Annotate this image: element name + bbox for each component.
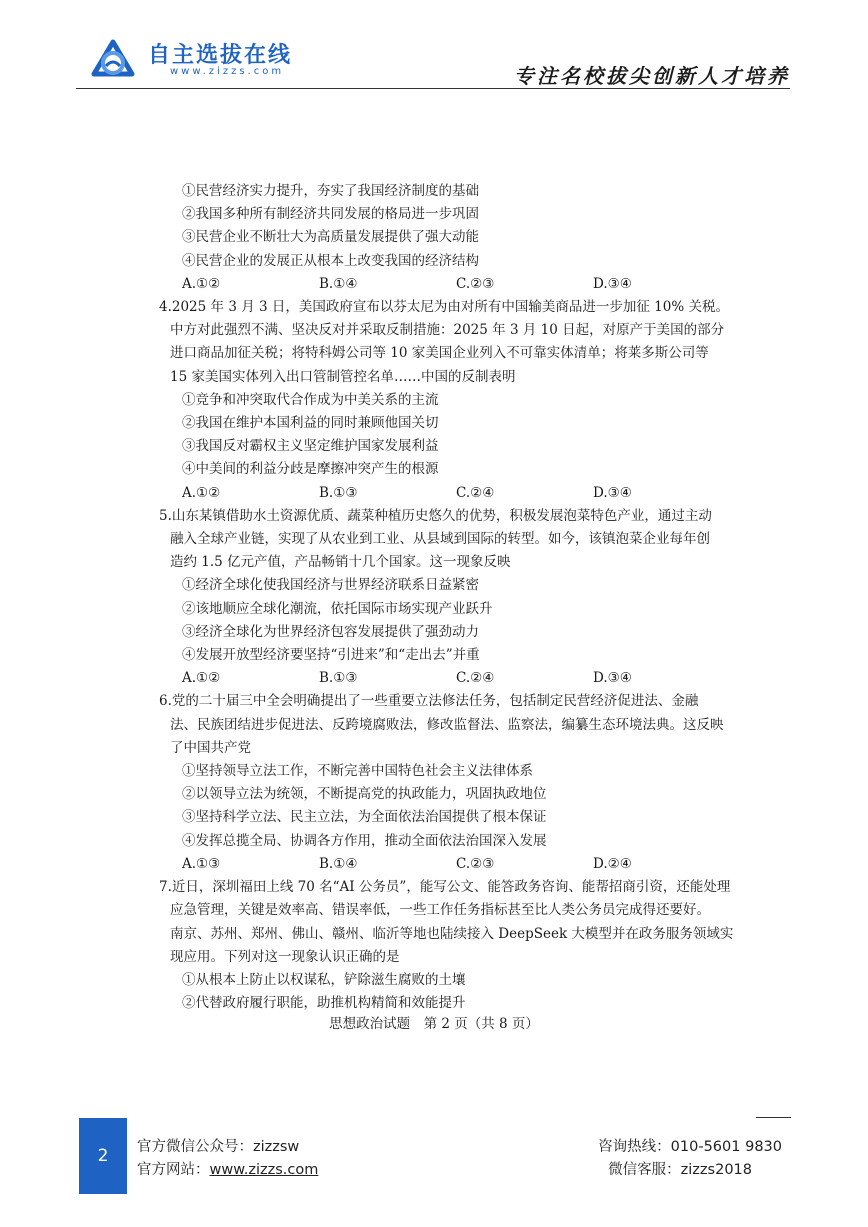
question-stem-line: 南京、苏州、郑州、佛山、赣州、临沂等地也陆续接入 DeepSeek 大模型并在政务服务领域实 (170, 925, 734, 942)
choice-a: A.①③ (182, 855, 221, 872)
option-line: ③民营企业不断壮大为高质量发展提供了强大动能 (182, 229, 479, 246)
question-stem-line: 造约 1.5 亿元产值，产品畅销十几个国家。这一现象反映 (170, 554, 511, 571)
option-line: ①经济全球化使我国经济与世界经济联系日益紧密 (182, 577, 479, 594)
question-stem-line: 融入全球产业链，实现了从农业到工业、从县域到国际的转型。如今，该镇泡菜企业每年创 (170, 531, 710, 548)
option-line: ①民营经济实力提升，夯实了我国经济制度的基础 (182, 183, 479, 199)
bottom-divider (756, 1117, 791, 1118)
option-line: ②以领导立法为统领，不断提高党的执政能力，巩固执政地位 (182, 786, 547, 803)
question-6 (159, 690, 730, 876)
website-link[interactable]: www.zizzs.com (209, 1162, 319, 1178)
option-line: ④中美间的利益分歧是摩擦冲突产生的根源 (182, 461, 439, 478)
option-line: ②我国在维护本国利益的同时兼顾他国关切 (182, 415, 439, 432)
option-line: ①坚持领导立法工作，不断完善中国特色社会主义法律体系 (182, 763, 533, 780)
choice-c: C.②④ (456, 670, 495, 687)
question-4 (159, 296, 730, 505)
answer-choices (170, 853, 730, 876)
option-line: ②我国多种所有制经济共同发展的格局进一步巩固 (182, 206, 479, 223)
option-line: ③经济全球化为世界经济包容发展提供了强劲动力 (182, 623, 479, 640)
choice-c: C.②③ (456, 275, 495, 292)
choice-b: B.①④ (319, 275, 358, 292)
question-stem-line: 4.2025 年 3 月 3 日，美国政府宣布以芬太尼为由对所有中国输美商品进一步加征 10% 关税。 (159, 299, 729, 316)
choice-c: C.②④ (456, 484, 495, 501)
choice-d: D.③④ (593, 670, 632, 687)
option-line: ②该地顺应全球化潮流，依托国际市场实现产业跃升 (182, 600, 493, 617)
choice-b: B.①③ (319, 484, 358, 501)
question-stem-line: 15 家美国实体列入出口管制管控名单……中国的反制表明 (170, 368, 516, 385)
website-line (137, 1158, 318, 1179)
question-stem-line: 进口商品加征关税；将特科姆公司等 10 家美国企业列入不可靠实体清单；将莱多斯公司等 (170, 345, 709, 362)
wechat-account: 官方微信公众号：zizzsw (137, 1139, 300, 1155)
brand-name: 自主选拔在线 (148, 43, 293, 68)
question-3-continued (170, 180, 730, 296)
answer-choices (170, 667, 730, 690)
option-line: ④发展开放型经济要坚持“引进来”和“走出去”并重 (182, 647, 480, 664)
header-slogan: 专注名校拔尖创新人才培养 (514, 64, 790, 88)
choice-d: D.②④ (593, 855, 632, 872)
choice-b: B.①③ (319, 670, 358, 687)
exam-content (159, 180, 734, 1015)
brand-url[interactable]: www.zizzs.com (170, 66, 285, 77)
answer-choices (170, 273, 730, 296)
option-line: ③我国反对霸权主义坚定维护国家发展利益 (182, 438, 439, 455)
question-stem-line: 7.近日，深圳福田上线 70 名“AI 公务员”，能写公文、能答政务咨询、能帮招商引资，还能处理 (159, 879, 731, 896)
choice-a: A.①② (182, 275, 221, 292)
brand-logo-icon (84, 34, 142, 84)
question-5 (159, 505, 730, 691)
question-7 (159, 876, 734, 1015)
choice-c: C.②③ (456, 855, 495, 872)
hotline: 咨询热线：010-5601 9830 (598, 1139, 782, 1155)
choice-b: B.①④ (319, 855, 358, 872)
question-stem-line: 5.山东某镇借助水土资源优质、蔬菜种植历史悠久的优势，积极发展泡菜特色产业，通过主动 (159, 507, 712, 524)
website-label: 官方网站： (137, 1162, 210, 1178)
choice-d: D.③④ (593, 484, 632, 501)
option-line: ④民营企业的发展正从根本上改变我国的经济结构 (182, 252, 479, 269)
option-line: ①从根本上防止以权谋私，铲除滋生腐败的土壤 (182, 971, 466, 988)
answer-choices (170, 482, 730, 505)
question-stem-line: 了中国共产党 (170, 739, 251, 756)
option-line: ④发挥总揽全局、协调各方作用，推动全面依法治国深入发展 (182, 832, 547, 849)
option-line: ①竞争和冲突取代合作成为中美关系的主流 (182, 391, 439, 408)
question-stem-line: 中方对此强烈不满、坚决反对并采取反制措施：2025 年 3 月 10 日起，对原产于美国的部分 (170, 322, 725, 339)
wechat-service: 微信客服：zizzs2018 (608, 1162, 752, 1178)
question-stem-line: 现应用。下列对这一现象认识正确的是 (170, 948, 400, 965)
choice-d: D.③④ (593, 275, 632, 292)
page-footer: 思想政治试题 第 2 页（共 8 页） (329, 1016, 539, 1032)
option-line: ②代替政府履行职能，助推机构精简和效能提升 (182, 995, 466, 1012)
bottom-contact-bar (0, 1112, 868, 1227)
choice-a: A.①② (182, 670, 221, 687)
choice-a: A.①② (182, 484, 221, 501)
page-header (0, 0, 868, 100)
header-divider (76, 88, 790, 89)
question-stem-line: 法、民族团结进步促进法、反跨境腐败法，修改监督法、监察法，编纂生态环境法典。这反映 (170, 716, 724, 733)
option-line: ③坚持科学立法、民主立法，为全面依法治国提供了根本保证 (182, 809, 547, 826)
page-number-badge: 2 (79, 1118, 127, 1194)
question-stem-line: 6.党的二十届三中全会明确提出了一些重要立法修法任务，包括制定民营经济促进法、金融 (159, 693, 699, 710)
question-stem-line: 应急管理，关键是效率高、错误率低，一些工作任务指标甚至比人类公务员完成得还要好。 (170, 902, 710, 919)
